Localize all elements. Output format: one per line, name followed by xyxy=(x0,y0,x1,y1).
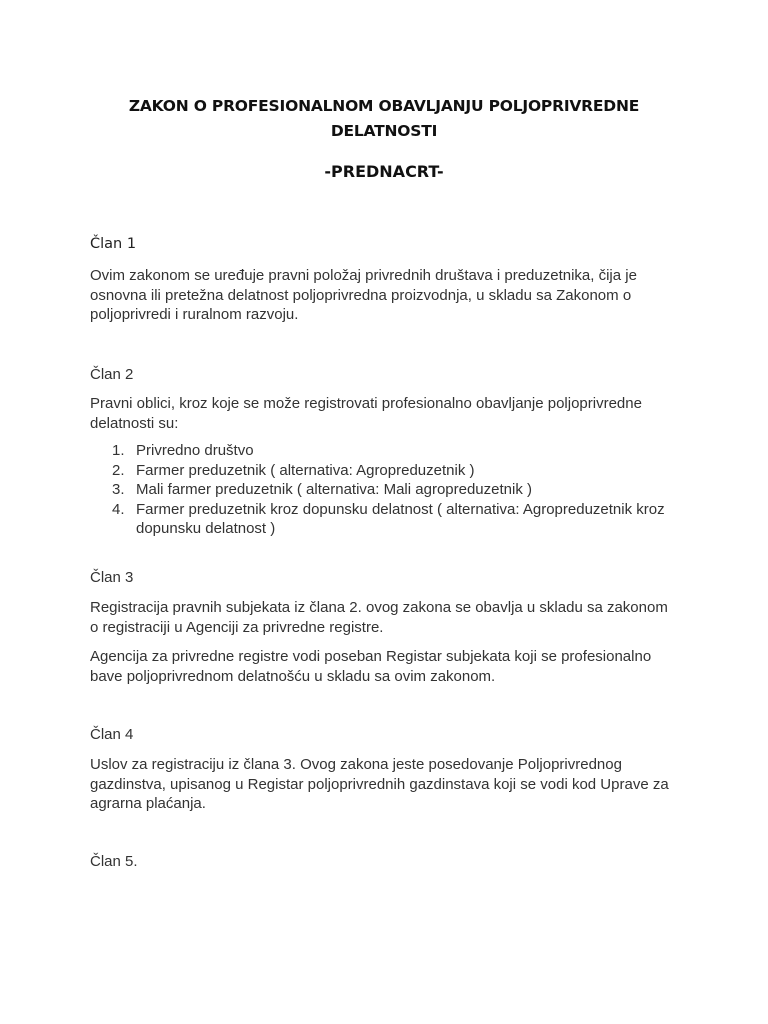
text-line: Pravni oblici, kroz koje se može registrovati profesionalno obavljanje poljoprivredne xyxy=(90,395,642,412)
list-item-text: dopunsku delatnost ) xyxy=(136,520,276,537)
text-line: Agencija za privredne registre vodi poseban Registar subjekata koji se profesionalno xyxy=(90,648,652,665)
list-item-text: Farmer preduzetnik kroz dopunsku delatnost ( alternativa: Agropreduzetnik kroz xyxy=(136,500,665,518)
text-line: bave poljoprivrednom delatnošću u skladu sa ovim zakonom. xyxy=(90,667,496,685)
text-line: gazdinstva, upisanog u Registar poljoprivrednih gazdinstava koji se vodi kod Uprave za xyxy=(90,775,669,793)
list-item-text: Farmer preduzetnik ( alternativa: Agropreduzetnik ) xyxy=(136,461,475,479)
document-title-line-2: DELATNOSTI xyxy=(330,122,438,140)
text-line: Registracija pravnih subjekata iz člana 2. ovog zakona se obavlja u skladu sa zakonom xyxy=(90,599,668,616)
document-subtitle: -PREDNACRT- xyxy=(324,162,444,181)
article-2-paragraph xyxy=(90,394,690,433)
text-line: osnovna ili pretežna delatnost poljoprivredna proizvodnja, u skladu sa Zakonom o xyxy=(90,286,632,304)
article-4-heading: Član 4 xyxy=(90,726,134,743)
article-2-heading: Član 2 xyxy=(90,366,134,383)
article-5-heading: Član 5. xyxy=(90,853,138,870)
list-item xyxy=(90,441,690,461)
list-item-number: 1. xyxy=(112,442,125,459)
list-item xyxy=(90,500,690,539)
article-3-paragraph-2 xyxy=(90,647,690,686)
text-line: agrarna plaćanja. xyxy=(90,795,206,812)
list-item xyxy=(90,461,690,481)
article-4-paragraph xyxy=(90,755,690,814)
text-line: Ovim zakonom se uređuje pravni položaj privrednih društava i preduzetnika, čija je xyxy=(90,267,637,284)
text-line: Uslov za registraciju iz člana 3. Ovog zakona jeste posedovanje Poljoprivrednog xyxy=(90,756,622,773)
text-line: o registraciji u Agenciji za privredne registre. xyxy=(90,618,384,636)
legal-forms-list xyxy=(90,441,690,539)
article-3-heading: Član 3 xyxy=(90,569,134,586)
list-item-text: Privredno društvo xyxy=(136,442,254,459)
article-3-paragraph-1 xyxy=(90,598,690,637)
article-1-heading: Član 1 xyxy=(90,236,137,252)
document-title-line-1: ZAKON O PROFESIONALNOM OBAVLJANJU POLJOPRIVREDNE xyxy=(128,97,640,115)
list-item-text: Mali farmer preduzetnik ( alternativa: Mali agropreduzetnik ) xyxy=(136,481,532,498)
text-line: poljoprivredi i ruralnom razvoju. xyxy=(90,306,299,323)
list-item-number: 4. xyxy=(112,500,125,518)
list-item-number: 3. xyxy=(112,481,125,498)
list-item-number: 2. xyxy=(112,461,125,479)
article-1-paragraph xyxy=(90,266,690,325)
text-line: delatnosti su: xyxy=(90,414,179,432)
list-item xyxy=(90,480,690,500)
